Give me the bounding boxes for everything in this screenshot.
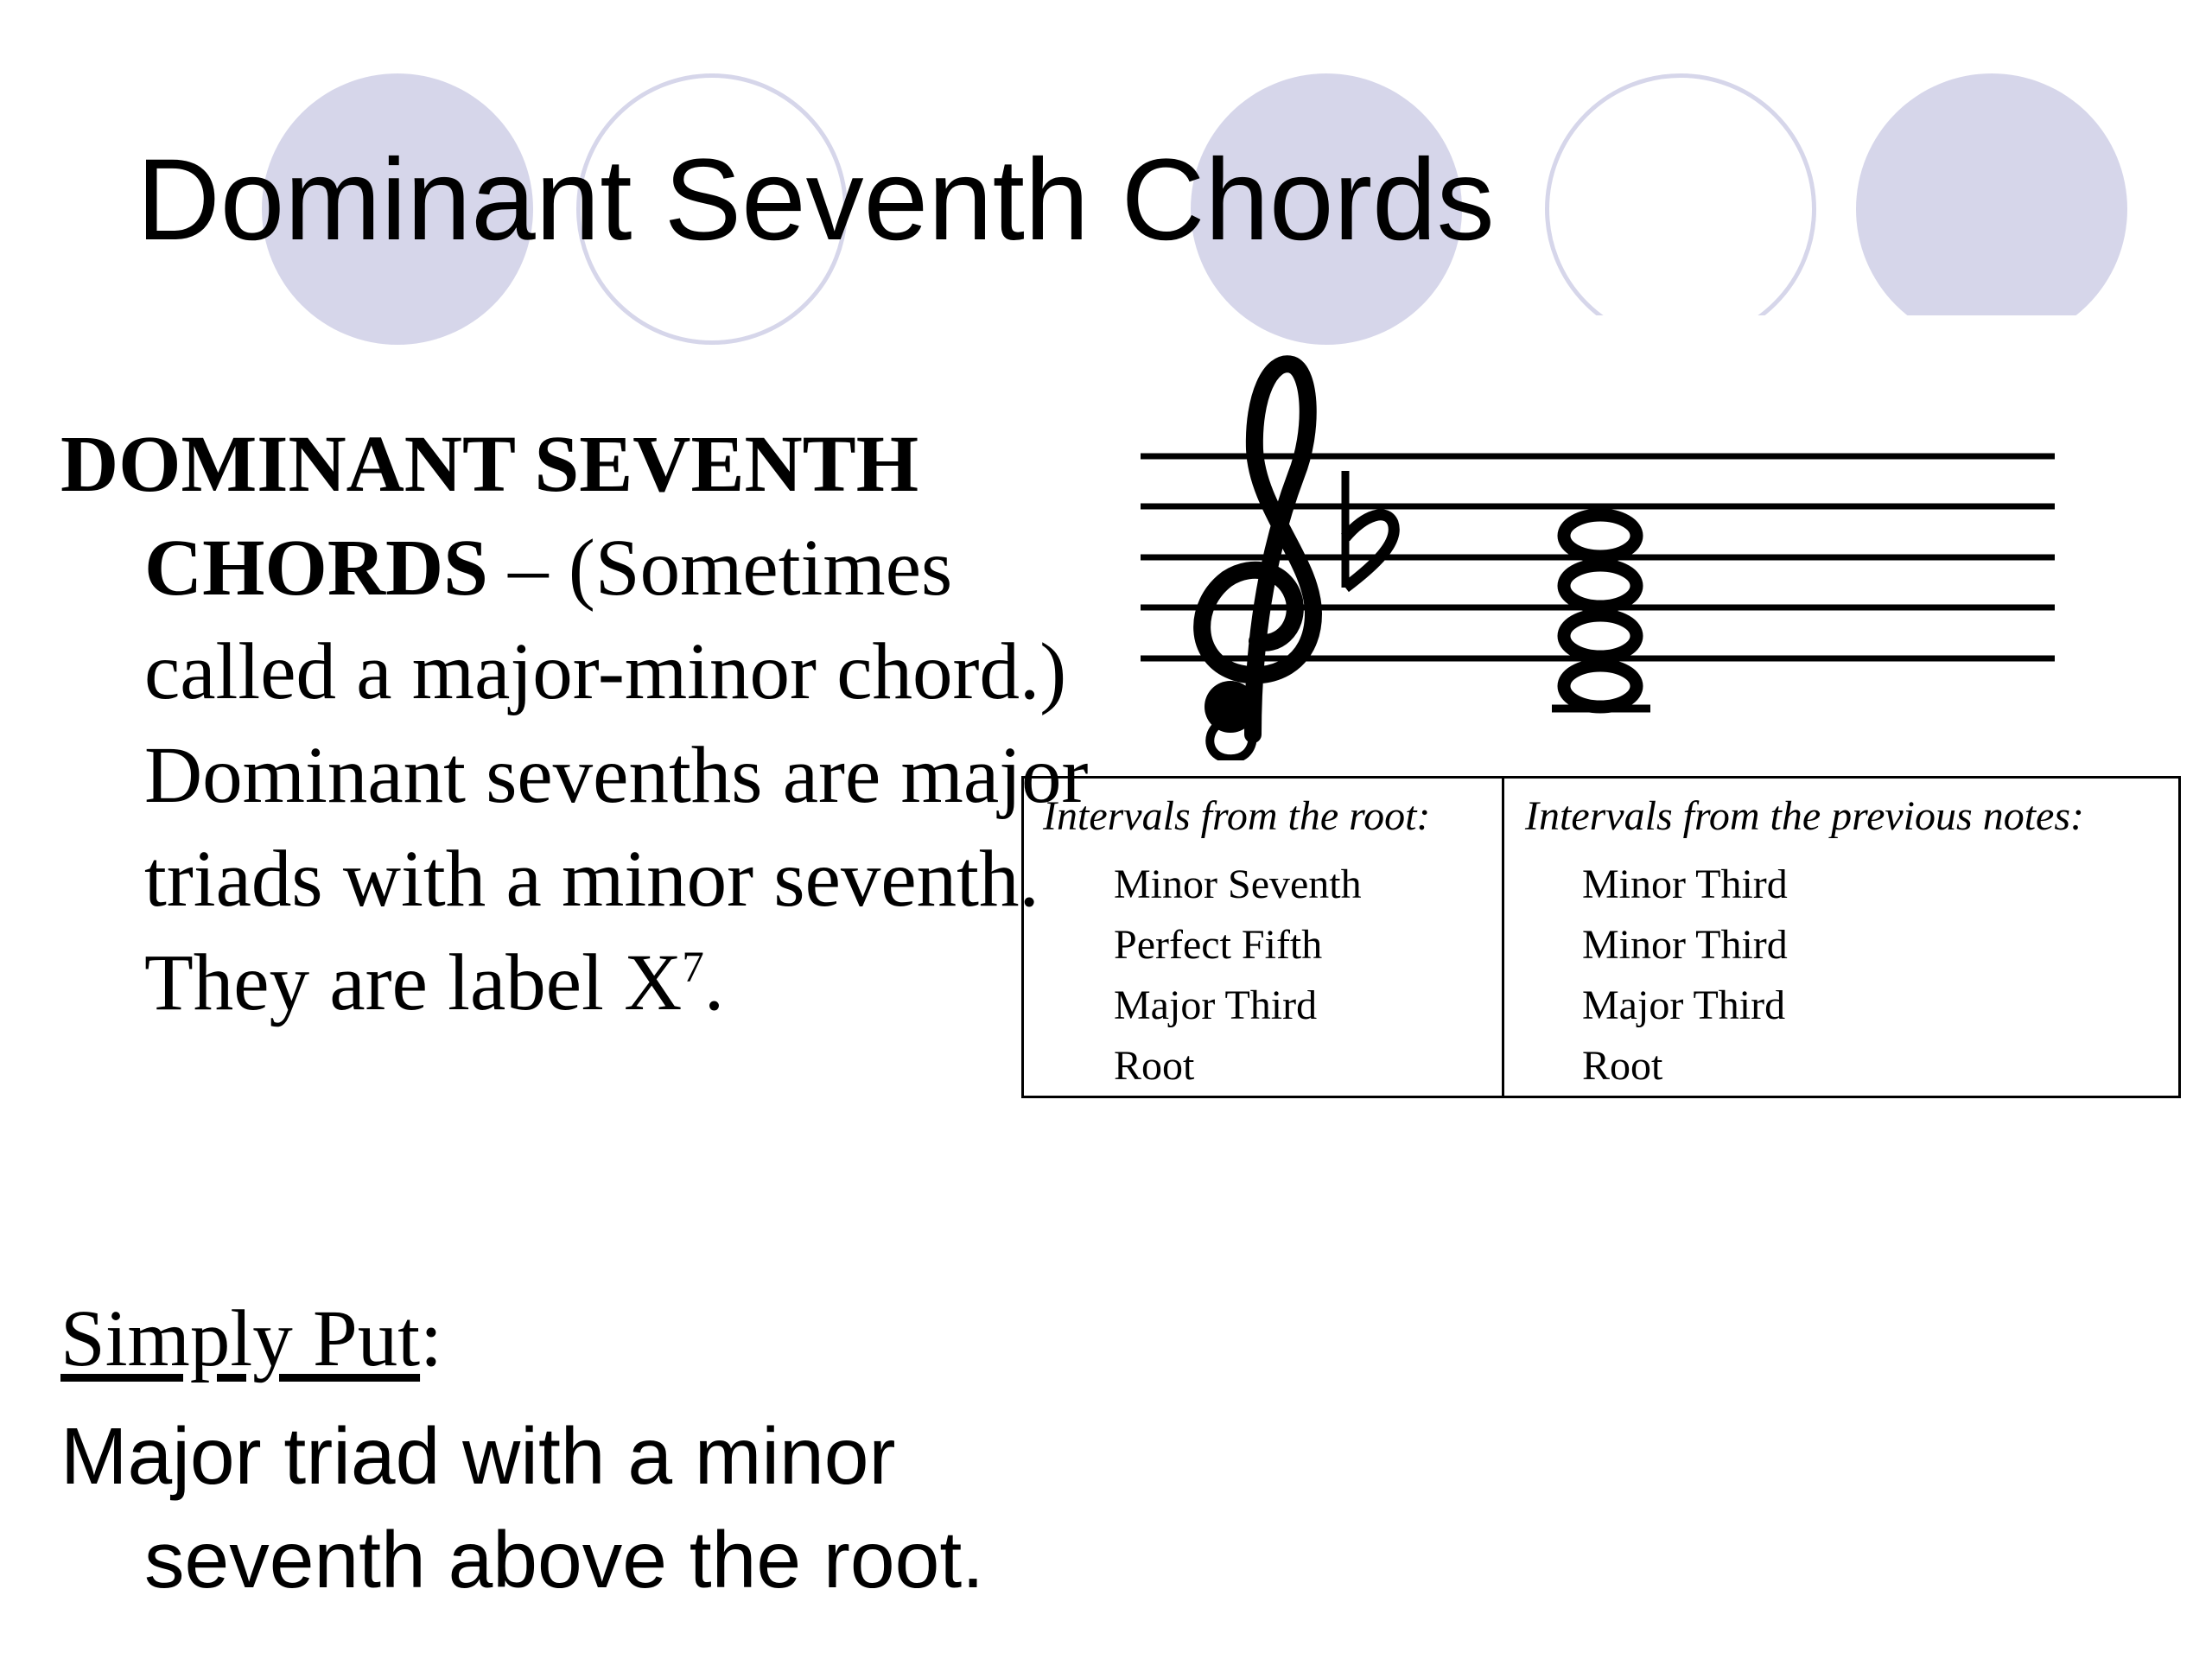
interval-item: Minor Third xyxy=(1582,861,1788,907)
interval-item: Minor Seventh xyxy=(1114,861,1362,907)
simply-put-colon: : xyxy=(420,1294,442,1383)
note-head xyxy=(1564,515,1637,556)
from-root-heading-text: Intervals from the root xyxy=(1043,793,1417,839)
intervals-table xyxy=(1021,776,2181,1098)
intervals-from-root-column xyxy=(1024,779,1504,1096)
interval-item: Perfect Fifth xyxy=(1114,922,1323,968)
definition-body: (Sometimes called a major-minor chord.) Dominant sevenths are major triads with a minor seventh. They are label X xyxy=(144,524,1089,1027)
interval-item: Root xyxy=(1114,1043,1195,1089)
flat-icon xyxy=(1345,471,1394,588)
intervals-from-root-heading xyxy=(1043,794,1502,839)
chord xyxy=(1564,515,1637,707)
clef-ball xyxy=(1205,681,1256,733)
note-head xyxy=(1564,565,1637,607)
note-head xyxy=(1564,615,1637,657)
definition-paragraph xyxy=(60,413,1112,1035)
heading-colon: : xyxy=(2070,793,2084,839)
interval-item: Major Third xyxy=(1114,982,1318,1028)
slide-title: Dominant Seventh Chords xyxy=(137,136,1495,264)
decorative-circle-4 xyxy=(1545,73,1816,345)
summary-text: Major triad with a minor seventh above the root. xyxy=(60,1411,985,1605)
interval-item: Major Third xyxy=(1582,982,1786,1028)
definition-end: . xyxy=(703,938,725,1027)
simply-put-label xyxy=(60,1287,442,1391)
interval-item: Root xyxy=(1582,1043,1663,1089)
definition-term: DOMINANT SEVENTH CHORDS xyxy=(60,420,919,613)
definition-separator: – xyxy=(487,524,569,613)
decorative-circle-5 xyxy=(1856,73,2127,345)
music-staff xyxy=(1123,346,2091,760)
heading-colon: : xyxy=(1416,793,1431,839)
seventh-superscript: 7 xyxy=(682,943,704,992)
note-head xyxy=(1564,665,1637,707)
interval-item: Minor Third xyxy=(1582,922,1788,968)
intervals-from-previous-heading xyxy=(1525,794,2178,839)
intervals-from-previous-column xyxy=(1504,779,2178,1096)
simply-put-heading: Simply Put xyxy=(60,1294,421,1383)
from-previous-heading-text: Intervals from the previous notes xyxy=(1525,793,2071,839)
